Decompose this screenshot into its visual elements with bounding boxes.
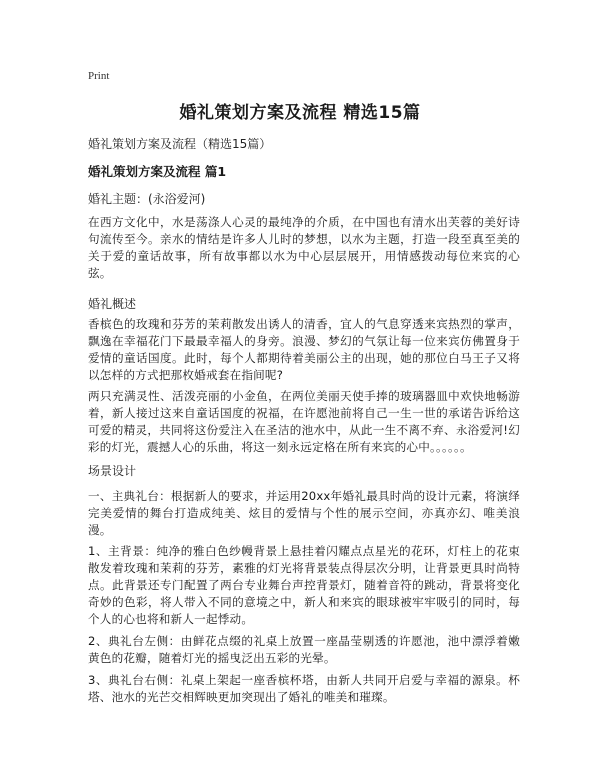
theme-label: 婚礼主题：(永浴爱河) — [88, 192, 206, 206]
document-title: 婚礼策划方案及流程 精选15篇 — [179, 103, 421, 123]
print-label[interactable]: Print — [88, 70, 110, 82]
intro-paragraph: 在西方文化中，水是荡涤人心灵的最纯净的介质，在中国也有清水出芙蓉的美好诗句流传至今。亲水的情结是许多人儿时的梦想，以水为主题，打造一段至真至美的关于爱的童话故事，所有故事都以水为中心层层展开，用情感拨动每位来宾的心弦。 — [88, 215, 520, 280]
scene-paragraph-4: 3、典礼台右侧：礼桌上架起一座香槟杯塔，由新人共同开启爱与幸福的源泉。杯塔、池水的光芒交相辉映更加突现出了婚礼的唯美和璀璨。 — [88, 673, 520, 704]
overview-paragraph-1: 香槟色的玫瑰和芬芳的茉莉散发出诱人的清香，宜人的气息穿透来宾热烈的掌声，飘逸在幸福花门下最最幸福人的身旁。浪漫、梦幻的气氛让每一位来宾仿佛置身于爱情的童话国度。此时，每个人都期待着美丽公主的出现，她的那位白马王子又将以怎样的方式把那枚婚戒套在指间呢? — [88, 317, 520, 382]
scene-paragraph-1: 一、主典礼台：根据新人的要求，并运用20xx年婚礼最具时尚的设计元素，将演绎完美爱情的舞台打造成纯美、炫目的爱情与个性的展示空间，亦真亦幻、唯美浪漫。 — [88, 489, 520, 537]
overview-paragraph-2: 两只充满灵性、活泼亮丽的小金鱼，在两位美丽天使手捧的玻璃器皿中欢快地畅游着，新人接过这来自童话国度的祝福，在许愿池前将自己一生一世的承诺告诉给这可爱的精灵，共同将这份爱注入在圣洁的池水中，从此一生不离不弃、永浴爱河!幻彩的灯光，震撼人心的乐曲，将这一刻永远定格在所有来宾的心中。。。。。。 — [88, 389, 520, 454]
scene-paragraph-3: 2、典礼台左侧：由鲜花点缀的礼桌上放置一座晶莹剔透的许愿池，池中漂浮着嫩黄色的花瓣，随着灯光的摇曳泛出五彩的光晕。 — [88, 634, 520, 665]
document-subtitle: 婚礼策划方案及流程（精选15篇） — [88, 137, 272, 151]
scene-paragraph-2: 1、主背景：纯净的雅白色纱幔背景上悬挂着闪耀点点星光的花环，灯柱上的花束散发着玫瑰和茉莉的芬芳，素雅的灯光将背景装点得层次分明，让背景更具时尚特点。此背景还专门配置了两台专业舞台声控背景灯，随着音符的跳动，背景将变化奇妙的色彩，将人带入不同的意境之中，新人和来宾的眼球被牢牢吸引的同时，每个人的心也将和新人一起悸动。 — [88, 544, 520, 626]
overview-label: 婚礼概述 — [88, 297, 137, 311]
section-heading: 婚礼策划方案及流程 篇1 — [88, 164, 227, 179]
scene-design-label: 场景设计 — [88, 464, 137, 478]
